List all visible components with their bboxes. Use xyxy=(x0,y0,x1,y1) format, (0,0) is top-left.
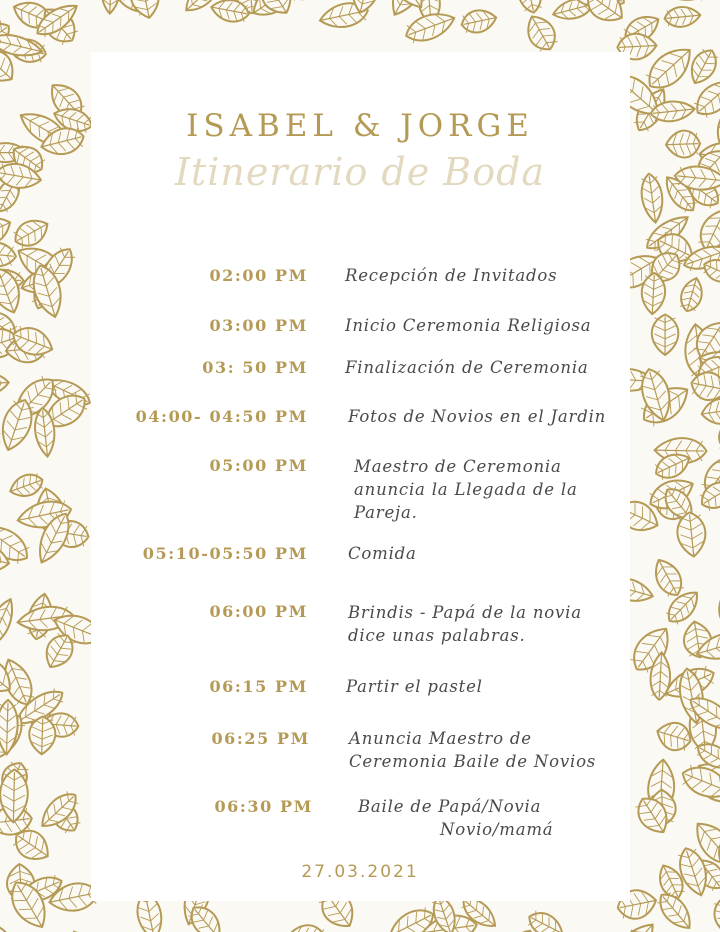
schedule-event-line: Inicio Ceremonia Religiosa xyxy=(345,316,592,335)
schedule-time: 06:15 PM xyxy=(209,677,308,696)
leaf-outline xyxy=(677,275,706,314)
schedule-event xyxy=(345,264,557,287)
schedule-event-line: Anuncia Maestro de xyxy=(349,729,532,748)
leaf-outline xyxy=(652,314,679,355)
schedule-time: 03: 50 PM xyxy=(202,358,308,377)
leaf-outline xyxy=(700,397,720,427)
schedule-event-line: Recepción de Invitados xyxy=(345,266,558,285)
schedule-time: 06:25 PM xyxy=(211,729,310,748)
schedule-event-line: Brindis - Papá de la novia xyxy=(348,603,582,622)
schedule-event xyxy=(358,795,553,841)
schedule-event-line: Pareja. xyxy=(354,503,418,522)
schedule-event xyxy=(345,356,589,379)
leaf-outline xyxy=(649,555,688,601)
schedule-event xyxy=(345,314,591,337)
schedule-event-line: Novio/mamá xyxy=(440,820,554,839)
schedule-event xyxy=(354,455,578,524)
schedule-event-line: Comida xyxy=(348,544,417,563)
schedule-event-line: Ceremonia Baile de Novios xyxy=(349,752,597,771)
itinerary-subtitle: Itinerario de Boda xyxy=(174,150,546,194)
schedule-time: 06:00 PM xyxy=(209,602,308,621)
schedule-event-line: Partir el pastel xyxy=(346,677,483,696)
schedule-event xyxy=(348,405,606,428)
leaf-outline xyxy=(101,0,121,14)
schedule-event-line: anuncia la Llegada de la xyxy=(354,480,578,499)
leaf-outline xyxy=(514,0,544,15)
schedule-time: 03:00 PM xyxy=(209,316,308,335)
leaf-outline xyxy=(10,214,53,252)
leaf-outline xyxy=(664,5,702,28)
leaf-outline xyxy=(286,0,327,3)
schedule-event xyxy=(346,675,483,698)
leaf-outline xyxy=(652,0,708,3)
wedding-date: 27.03.2021 xyxy=(301,862,419,882)
schedule-event-line: Finalización de Ceremonia xyxy=(345,358,589,377)
leaf-outline xyxy=(675,511,707,558)
leaf-outline xyxy=(0,920,10,932)
leaf-outline xyxy=(525,907,567,932)
schedule-event-line: Fotos de Novios en el Jardin xyxy=(348,407,607,426)
schedule-event-line: Baile de Papá/Novia xyxy=(358,797,542,816)
leaf-outline xyxy=(0,240,17,268)
leaf-outline xyxy=(521,10,561,55)
schedule-event xyxy=(348,601,582,647)
schedule-time: 05:00 PM xyxy=(209,456,308,475)
schedule-time: 04:00- 04:50 PM xyxy=(135,407,308,426)
couple-names-title: ISABEL & JORGE xyxy=(186,108,534,144)
schedule-event-line: dice unas palabras. xyxy=(348,626,526,645)
schedule-time: 05:10-05:50 PM xyxy=(142,544,308,563)
leaf-outline xyxy=(715,592,720,632)
leaf-outline xyxy=(63,927,101,932)
leaf-outline xyxy=(287,923,327,932)
schedule-event xyxy=(348,542,417,565)
leaf-outline xyxy=(0,700,18,755)
leaf-outline xyxy=(653,718,694,754)
schedule-event-line: Maestro de Ceremonia xyxy=(354,457,562,476)
leaf-outline xyxy=(0,372,9,396)
schedule-time: 06:30 PM xyxy=(214,797,313,816)
schedule-event xyxy=(349,727,596,773)
leaf-outline xyxy=(711,897,720,932)
schedule-time: 02:00 PM xyxy=(209,266,308,285)
leaf-outline xyxy=(459,7,498,36)
